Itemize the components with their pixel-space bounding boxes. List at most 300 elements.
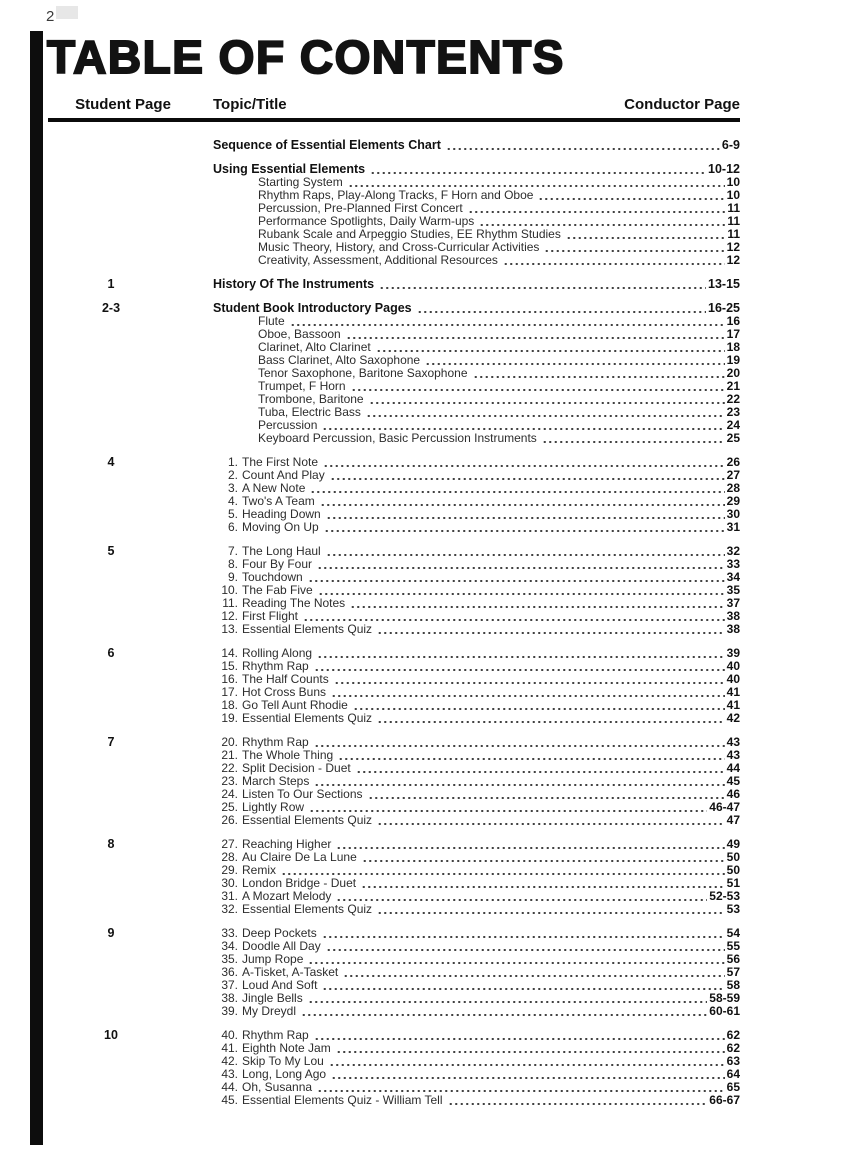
exercise-number: 33. [221,926,238,940]
entry-title: Go Tell Aunt Rhodie [242,698,348,712]
entry-title: Essential Elements Quiz [242,711,373,725]
toc-row [213,1005,740,1018]
conductor-page-number: 23 [726,405,740,419]
toc-row [213,521,740,534]
exercise-number: 30. [221,876,238,890]
dotted-leader [322,936,725,938]
exercise-number: 20. [221,735,238,749]
entry-title: Tuba, Electric Bass [258,405,361,419]
dotted-leader [542,441,725,443]
exercise-number: 22. [221,761,238,775]
toc-row [213,302,740,315]
conductor-page-number: 38 [726,622,740,636]
conductor-page-number: 35 [726,583,740,597]
dotted-leader [322,988,724,990]
entry-title: Music Theory, History, and Cross-Curricular Activities [258,240,540,254]
entry-title: Keyboard Percussion, Basic Percussion Instruments [258,431,537,445]
toc-row [213,1094,740,1107]
exercise-number: 12. [221,609,238,623]
entry-title: Sequence of Essential Elements Chart [213,138,441,152]
dotted-leader [308,962,724,964]
exercise-number: 1. [227,455,238,469]
dotted-leader [334,682,725,684]
student-page-number: 4 [107,455,115,469]
conductor-page-number: 44 [726,761,740,775]
dotted-leader [351,389,725,391]
dotted-leader [326,554,725,556]
exercise-number: 34. [221,939,238,953]
conductor-page-number: 25 [726,431,740,445]
exercise-number: 6. [227,520,238,534]
conductor-page-number: 13-15 [708,277,740,291]
conductor-page-number: 33 [726,557,740,571]
column-headers [48,96,740,113]
entry-title: March Steps [242,774,310,788]
dotted-leader [329,1064,725,1066]
entry-title: A New Note [242,481,306,495]
entry-title: Count And Play [242,468,325,482]
header-rule [48,118,740,122]
entry-title: Rhythm Rap [242,735,309,749]
entry-title: First Flight [242,609,299,623]
conductor-page-number: 56 [726,952,740,966]
conductor-page-number: 27 [726,468,740,482]
conductor-page-number: 43 [726,748,740,762]
conductor-page-number: 54 [726,926,740,940]
toc-section [75,1029,740,1107]
dotted-leader [368,797,725,799]
conductor-page-number: 28 [726,481,740,495]
conductor-page-number: 20 [726,366,740,380]
section-rows [213,545,740,636]
student-page-number: 5 [107,544,115,558]
toc-row [213,139,740,152]
dotted-leader [448,1103,708,1105]
conductor-page-number: 41 [726,685,740,699]
toc-content [48,96,740,1118]
entry-title: Deep Pockets [242,926,317,940]
entry-title: Tenor Saxophone, Baritone Saxophone [258,366,468,380]
entry-title: Two's A Team [242,494,315,508]
exercise-number: 9. [227,570,238,584]
exercise-number: 7. [227,544,238,558]
exercise-number: 4. [227,494,238,508]
conductor-page-number: 21 [726,379,740,393]
dotted-leader [310,491,724,493]
exercise-number: 37. [221,978,238,992]
entry-title: Student Book Introductory Pages [213,301,412,315]
entry-title: Eighth Note Jam [242,1041,331,1055]
conductor-page-number: 46-47 [709,800,740,814]
student-page-number: 8 [107,837,115,851]
conductor-page-number: 42 [726,711,740,725]
entry-title: Trombone, Baritone [258,392,364,406]
conductor-page-number: 39 [726,646,740,660]
dotted-leader [356,771,725,773]
entry-title: Rolling Along [242,646,313,660]
exercise-number: 19. [221,711,238,725]
page-scan-artifact [56,6,78,19]
dotted-leader [376,350,725,352]
dotted-leader [331,1077,725,1079]
dotted-leader [346,337,725,339]
entry-title: Hot Cross Buns [242,685,327,699]
conductor-page-number: 22 [726,392,740,406]
dotted-leader [366,415,725,417]
entry-title: Clarinet, Alto Clarinet [258,340,371,354]
dotted-leader [320,504,725,506]
exercise-number: 17. [221,685,238,699]
entry-title: Flute [258,314,285,328]
dotted-leader [290,324,725,326]
exercise-number: 36. [221,965,238,979]
exercise-number: 11. [222,596,238,610]
conductor-page-number: 38 [726,609,740,623]
entry-title: The Whole Thing [242,748,334,762]
dotted-leader [301,1014,707,1016]
left-margin-bar [30,31,43,1145]
dotted-leader [308,580,725,582]
section-rows [213,139,740,152]
entry-title: Au Claire De La Lune [242,850,357,864]
conductor-page-number: 62 [726,1028,740,1042]
toc-section [75,545,740,636]
exercise-number: 39. [221,1004,238,1018]
toc-section [75,139,740,152]
dotted-leader [314,745,725,747]
student-page-number: 2-3 [101,301,121,315]
conductor-page-number: 58-59 [709,991,740,1005]
entry-title: Rubank Scale and Arpeggio Studies, EE Rhythm Studies [258,227,561,241]
entry-title: Rhythm Raps, Play-Along Tracks, F Horn and Oboe [258,188,534,202]
dotted-leader [326,949,725,951]
entry-title: Bass Clarinet, Alto Saxophone [258,353,421,367]
entry-title: Using Essential Elements [213,162,366,176]
dotted-leader [338,758,724,760]
exercise-number: 29. [221,863,238,877]
conductor-page-number: 12 [726,240,740,254]
dotted-leader [361,886,725,888]
entry-title: A Mozart Melody [242,889,332,903]
entry-title: Listen To Our Sections [242,787,363,801]
dotted-leader [322,428,724,430]
dotted-leader [343,975,724,977]
toc-row [213,851,740,864]
entry-title: A-Tisket, A-Tasket [242,965,339,979]
conductor-page-number: 45 [726,774,740,788]
entry-title: The First Note [242,455,319,469]
conductor-page-number: 19 [726,353,740,367]
toc-row [213,278,740,291]
entry-title: Remix [242,863,277,877]
column-header-student-page: Student Page [75,96,171,113]
conductor-page-number: 34 [726,570,740,584]
conductor-page-number: 11 [727,214,740,228]
conductor-page-number: 29 [726,494,740,508]
section-rows [213,838,740,916]
entry-title: Essential Elements Quiz [242,902,373,916]
section-rows [213,647,740,725]
conductor-page-number: 12 [726,253,740,267]
entry-title: Performance Spotlights, Daily Warm-ups [258,214,475,228]
conductor-page-number: 50 [726,863,740,877]
student-page-number: 10 [104,1028,118,1042]
dotted-leader [317,567,725,569]
conductor-page-number: 24 [726,418,740,432]
exercise-number: 3. [227,481,238,495]
column-header-conductor-page: Conductor Page [624,96,740,113]
conductor-page-number: 11 [727,201,740,215]
student-page-number [75,139,147,152]
student-page-number: 9 [107,926,115,940]
student-page-number [75,163,147,267]
conductor-page-number: 32 [726,544,740,558]
exercise-number: 8. [227,557,238,571]
entry-title: Long, Long Ago [242,1067,327,1081]
conductor-page-number: 10 [726,175,740,189]
conductor-page-number: 40 [726,659,740,673]
conductor-page-number: 16-25 [708,301,740,315]
entry-title: The Long Haul [242,544,321,558]
conductor-page-number: 49 [726,837,740,851]
exercise-number: 32. [221,902,238,916]
section-rows [213,456,740,534]
student-page-number: 6 [107,646,115,660]
dotted-leader [348,185,725,187]
conductor-page-number: 64 [726,1067,740,1081]
toc-section [75,736,740,827]
conductor-page-number: 57 [726,965,740,979]
entry-title: Jump Rope [242,952,304,966]
conductor-page-number: 30 [726,507,740,521]
dotted-leader [473,376,725,378]
exercise-number: 26. [221,813,238,827]
conductor-page-number: 51 [726,876,740,890]
conductor-page-number: 18 [726,340,740,354]
exercise-number: 10. [221,583,238,597]
entry-title: My Dreydl [242,1004,297,1018]
dotted-leader [544,250,724,252]
entry-title: Reading The Notes [242,596,346,610]
dotted-leader [538,198,724,200]
entry-title: Reaching Higher [242,837,332,851]
exercise-number: 2. [227,468,238,482]
dotted-leader [317,656,725,658]
dotted-leader [309,810,707,812]
exercise-number: 27. [221,837,238,851]
exercise-number: 21. [221,748,238,762]
entry-title: History Of The Instruments [213,277,375,291]
toc-row [213,814,740,827]
conductor-page-number: 55 [726,939,740,953]
entry-title: Four By Four [242,557,313,571]
dotted-leader [314,1038,725,1040]
section-rows [213,278,740,291]
conductor-page-number: 17 [726,327,740,341]
conductor-page-number: 26 [726,455,740,469]
page-number: 2 [46,8,55,25]
conductor-page-number: 16 [726,314,740,328]
exercise-number: 5. [227,507,238,521]
toc-row [213,712,740,725]
entry-title: Percussion [258,418,318,432]
dotted-leader [353,708,725,710]
dotted-leader [330,478,725,480]
toc-section [75,278,740,291]
entry-title: Split Decision - Duet [242,761,351,775]
dotted-leader [362,860,725,862]
dotted-leader [503,263,725,265]
conductor-page-number: 37 [726,596,740,610]
entry-title: Oboe, Bassoon [258,327,341,341]
dotted-leader [377,632,725,634]
dotted-leader [468,211,726,213]
dotted-leader [323,465,725,467]
conductor-page-number: 41 [726,698,740,712]
exercise-number: 35. [221,952,238,966]
exercise-number: 23. [221,774,238,788]
dotted-leader [308,1001,708,1003]
conductor-page-number: 50 [726,850,740,864]
entry-title: Oh, Susanna [242,1080,313,1094]
exercise-number: 16. [221,672,238,686]
dotted-leader [314,669,725,671]
exercise-number: 44. [221,1080,238,1094]
conductor-page-number: 53 [726,902,740,916]
entry-title: London Bridge - Duet [242,876,357,890]
conductor-page-number: 65 [726,1080,740,1094]
dotted-leader [446,148,720,150]
dotted-leader [417,311,706,313]
exercise-number: 14. [221,646,238,660]
exercise-number: 38. [221,991,238,1005]
conductor-page-number: 46 [726,787,740,801]
dotted-leader [317,1090,725,1092]
toc-section [75,163,740,267]
dotted-leader [425,363,725,365]
entry-title: Heading Down [242,507,321,521]
conductor-page-number: 10 [726,188,740,202]
column-header-topic-title: Topic/Title [213,96,287,113]
entry-title: Skip To My Lou [242,1054,324,1068]
dotted-leader [566,237,725,239]
dotted-leader [336,1051,725,1053]
exercise-number: 15. [221,659,238,673]
entry-title: Essential Elements Quiz - William Tell [242,1093,443,1107]
conductor-page-number: 11 [727,227,740,241]
conductor-page-number: 43 [726,735,740,749]
toc-row [213,432,740,445]
dotted-leader [314,784,724,786]
entry-title: Percussion, Pre-Planned First Concert [258,201,463,215]
exercise-number: 43. [221,1067,238,1081]
conductor-page-number: 31 [726,520,740,534]
toc-section [75,647,740,725]
conductor-page-number: 66-67 [709,1093,740,1107]
section-rows [213,163,740,267]
dotted-leader [377,823,725,825]
entry-title: Trumpet, F Horn [258,379,346,393]
dotted-leader [369,402,725,404]
exercise-number: 45. [221,1093,238,1107]
conductor-page-number: 40 [726,672,740,686]
dotted-leader [324,530,725,532]
page-title: TABLE OF CONTENTS [47,31,565,83]
dotted-leader [318,593,725,595]
exercise-number: 40. [221,1028,238,1042]
conductor-page-number: 58 [726,978,740,992]
dotted-leader [336,899,707,901]
exercise-number: 24. [221,787,238,801]
entry-title: Moving On Up [242,520,319,534]
conductor-page-number: 47 [726,813,740,827]
dotted-leader [377,912,725,914]
toc-row [213,623,740,636]
conductor-page-number: 60-61 [709,1004,740,1018]
entry-title: Creativity, Assessment, Additional Resources [258,253,498,267]
entry-title: The Fab Five [242,583,313,597]
dotted-leader [377,721,725,723]
exercise-number: 18. [221,698,238,712]
exercise-number: 31. [221,889,238,903]
entry-title: Jingle Bells [242,991,303,1005]
exercise-number: 28. [221,850,238,864]
dotted-leader [370,172,706,174]
exercise-number: 25. [221,800,238,814]
student-page-number: 7 [107,735,115,749]
dotted-leader [326,517,725,519]
entry-title: Essential Elements Quiz [242,622,373,636]
toc-section [75,927,740,1018]
section-rows [213,736,740,827]
entry-title: Essential Elements Quiz [242,813,373,827]
toc-row [213,254,740,267]
exercise-number: 41. [221,1041,238,1055]
conductor-page-number: 52-53 [709,889,740,903]
entry-title: Touchdown [242,570,303,584]
entry-title: The Half Counts [242,672,329,686]
entry-title: Lightly Row [242,800,305,814]
exercise-number: 13. [221,622,238,636]
section-rows [213,927,740,1018]
dotted-leader [350,606,724,608]
toc-section [75,302,740,445]
conductor-page-number: 10-12 [708,162,740,176]
conductor-page-number: 62 [726,1041,740,1055]
conductor-page-number: 6-9 [721,138,740,152]
entry-title: Starting System [258,175,343,189]
dotted-leader [331,695,725,697]
toc-section [75,838,740,916]
toc-section [75,456,740,534]
section-rows [213,302,740,445]
toc-row [213,903,740,916]
entry-title: Doodle All Day [242,939,321,953]
entry-title: Rhythm Rap [242,659,309,673]
dotted-leader [379,287,706,289]
dotted-leader [303,619,725,621]
section-rows [213,1029,740,1107]
dotted-leader [479,224,725,226]
dotted-leader [281,873,725,875]
entry-title: Rhythm Rap [242,1028,309,1042]
toc-sections [75,139,740,1107]
entry-title: Loud And Soft [242,978,318,992]
exercise-number: 42. [221,1054,238,1068]
student-page-number: 1 [107,277,115,291]
conductor-page-number: 63 [726,1054,740,1068]
dotted-leader [336,847,724,849]
